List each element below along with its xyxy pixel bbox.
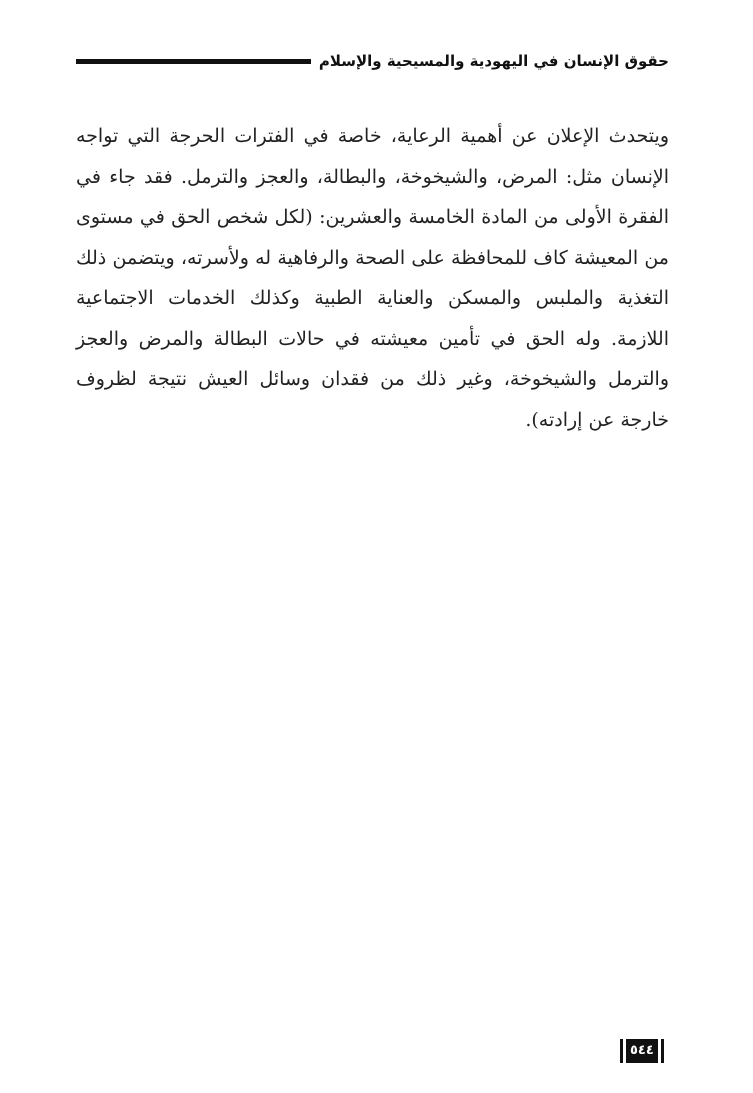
body-text [76, 116, 669, 440]
page-number-left-bar [620, 1039, 623, 1063]
header-rule [76, 59, 311, 64]
page-number [620, 1038, 664, 1064]
paragraph: ويتحدث الإعلان عن أهمية الرعاية، خاصة في الفترات الحرجة التي تواجه الإنسان مثل: المرض، والشيخوخة، والبطالة، والعجز والترمل. فقد جاء في الفقرة الأولى من المادة الخامسة والعشرين: (لكل شخص الحق في مستوى من المعيشة كاف للمحافظة على الصحة والرفاهية له ولأسرته، ويتضمن ذلك التغذية والملبس والمسكن والعناية الطبية وكذلك الخدمات الاجتماعية اللازمة. وله الحق في تأمين معيشته في حالات البطالة والمرض والعجز والترمل والشيخوخة، وغير ذلك من فقدان وسائل العيش نتيجة لظروف خارجة عن إرادته). [76, 125, 669, 431]
page-number-value: ٥٤٤ [626, 1039, 658, 1063]
running-header-title: حقوق الإنسان في اليهودية والمسيحية والإسلام [318, 52, 669, 70]
running-header [76, 46, 669, 76]
page-number-right-bar [661, 1039, 664, 1063]
